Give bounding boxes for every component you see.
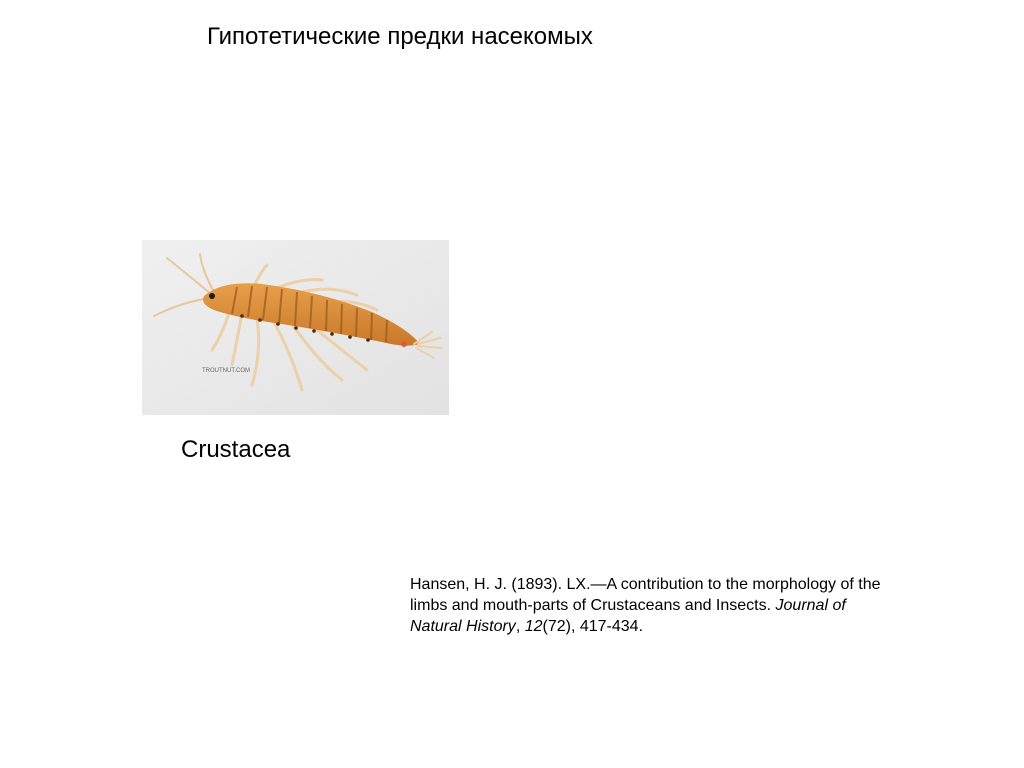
crustacean-photo — [142, 240, 449, 415]
eye-icon — [209, 293, 215, 299]
citation-authors-title: Hansen, H. J. (1893). LX.—A contribution to the morphology of the limbs and mouth-parts of Crustaceans and Insects. — [410, 576, 881, 614]
photo-caption: Crustacea — [181, 436, 291, 463]
citation-issue-pages: (72), 417-434. — [542, 618, 644, 635]
citation — [410, 574, 900, 637]
citation-journal: Journal of Natural History — [410, 597, 846, 635]
slide-title: Гипотетические предки насекомых — [207, 23, 593, 50]
crustacean-illustration — [142, 240, 449, 415]
tail-spot — [401, 341, 407, 347]
photo-watermark: TROUTNUT.COM — [202, 368, 250, 374]
citation-volume: 12 — [524, 618, 543, 635]
citation-separator: , — [515, 618, 525, 635]
